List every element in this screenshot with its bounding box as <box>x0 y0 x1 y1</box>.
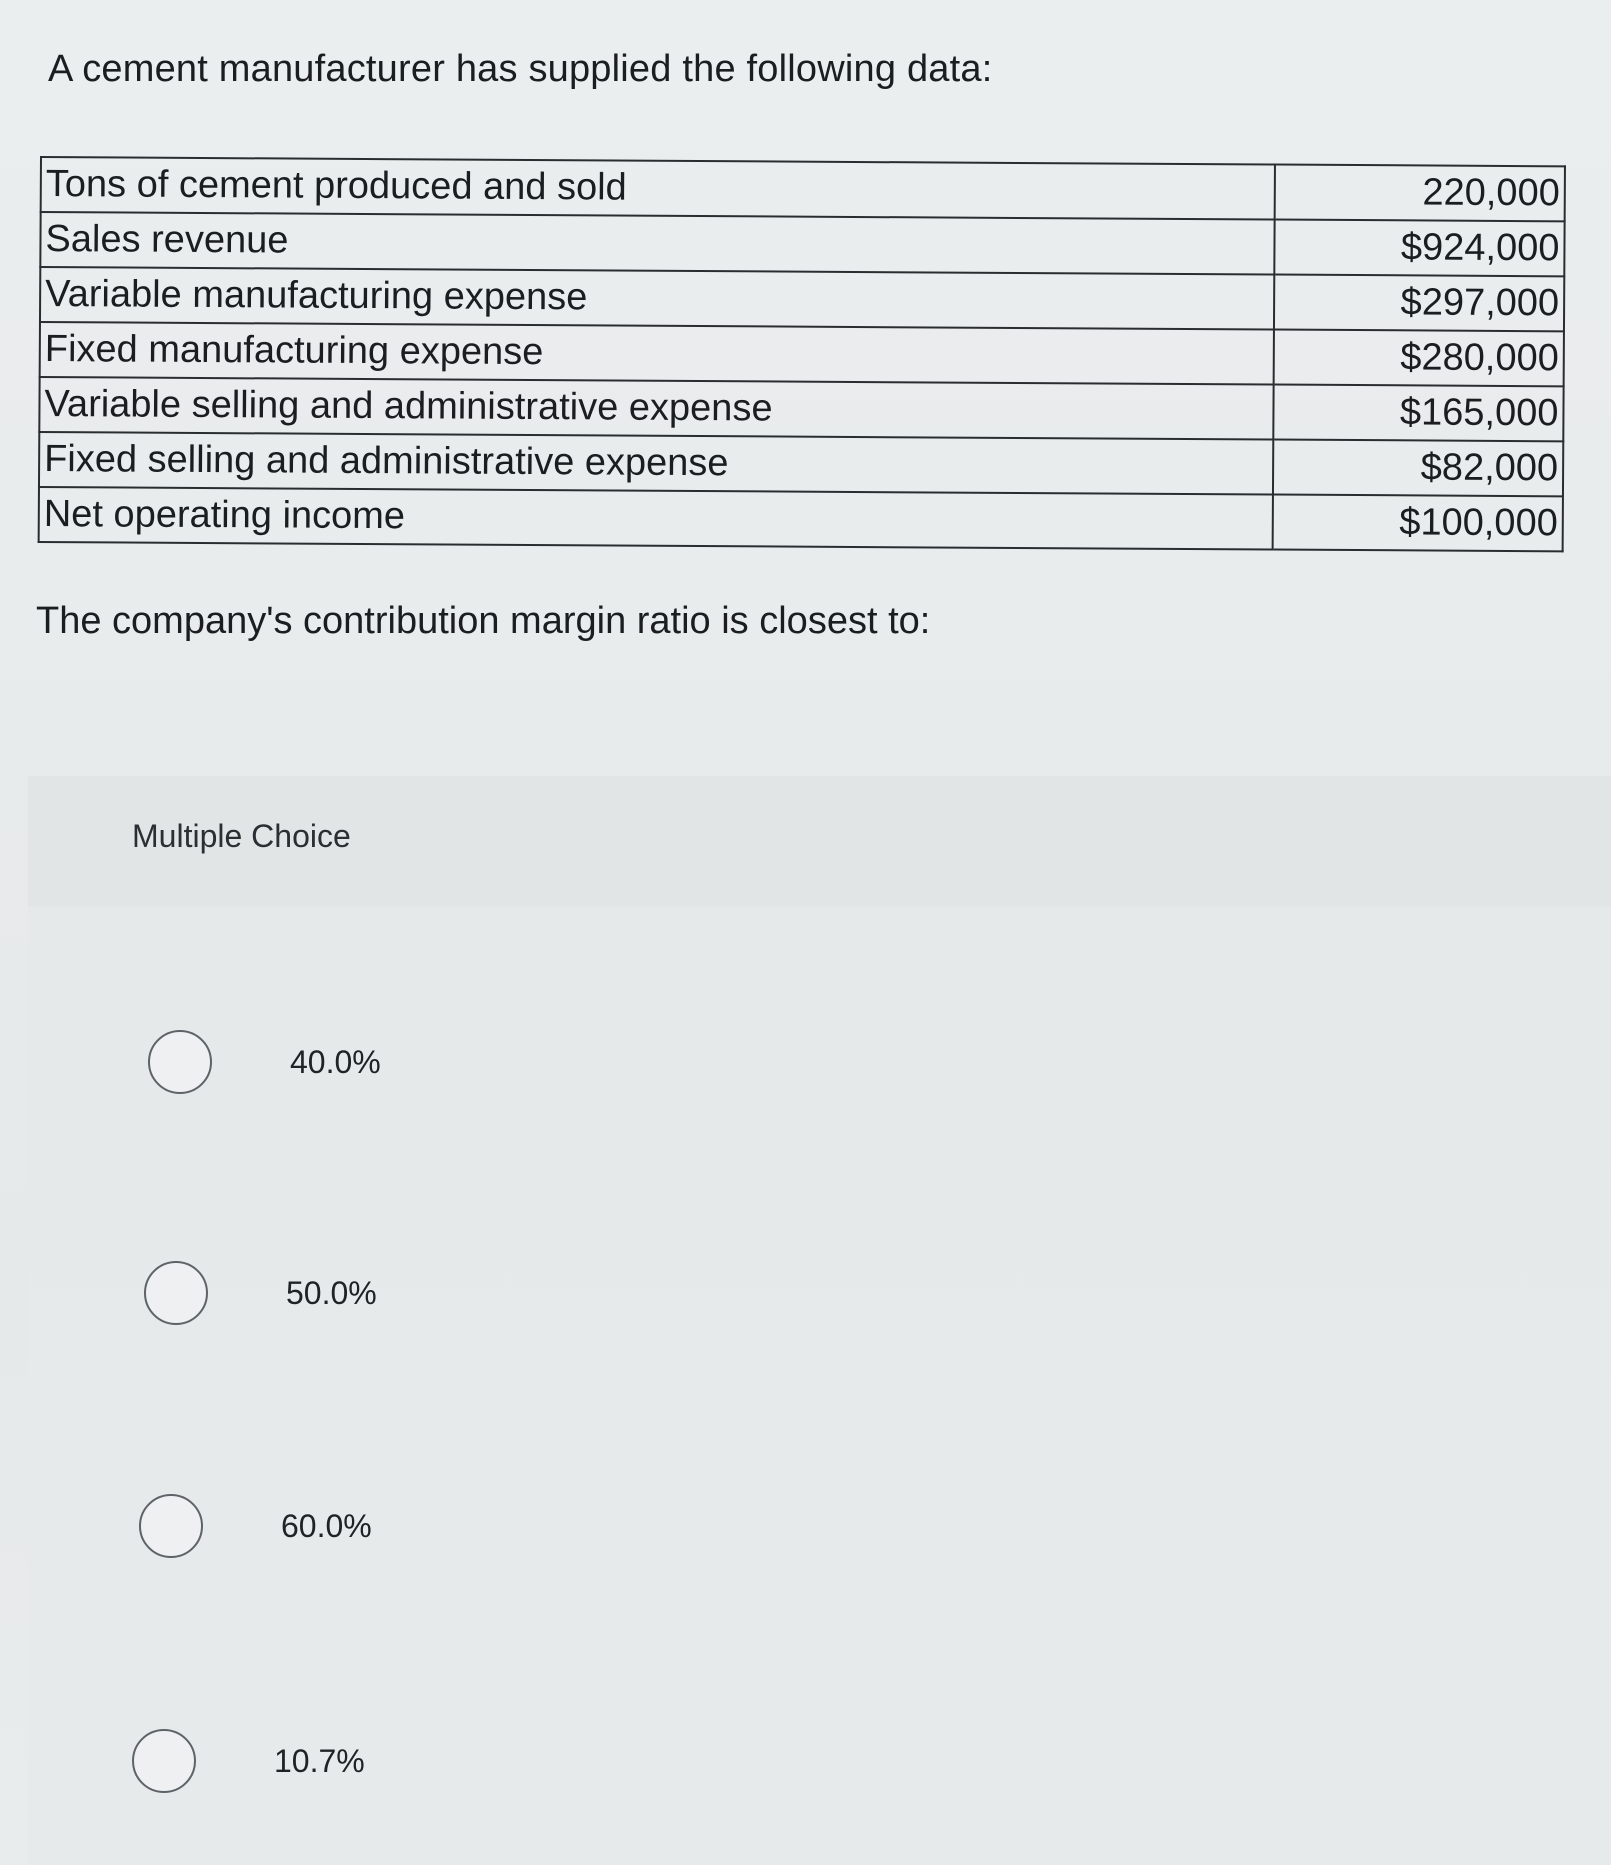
table-row <box>39 487 1563 551</box>
data-table <box>38 156 1566 552</box>
multiple-choice-title: Multiple Choice <box>132 818 351 854</box>
row-label: Net operating income <box>39 487 1273 550</box>
row-value: $280,000 <box>1274 330 1564 387</box>
row-label: Sales revenue <box>40 212 1274 275</box>
intro-text: A cement manufacturer has supplied the following data: <box>48 48 993 90</box>
row-label: Variable selling and administrative expense <box>39 377 1273 440</box>
choice-label: 10.7% <box>274 1742 365 1779</box>
radio-button[interactable] <box>148 1030 212 1094</box>
radio-button[interactable] <box>144 1261 208 1325</box>
table-row <box>40 267 1564 331</box>
choice-option-2[interactable] <box>144 1261 377 1325</box>
table-row <box>39 377 1563 441</box>
radio-button[interactable] <box>132 1729 196 1793</box>
row-label: Variable manufacturing expense <box>40 267 1274 330</box>
row-label: Fixed selling and administrative expense <box>39 432 1273 495</box>
row-value: $165,000 <box>1273 385 1563 442</box>
choice-option-1[interactable] <box>148 1030 381 1094</box>
table-row <box>39 432 1563 496</box>
choice-label: 60.0% <box>281 1507 372 1544</box>
row-value: 220,000 <box>1275 165 1565 222</box>
multiple-choice-panel <box>28 776 1611 1865</box>
choice-label: 40.0% <box>290 1043 381 1080</box>
row-value: $100,000 <box>1273 495 1563 552</box>
row-value: $297,000 <box>1274 275 1564 332</box>
row-label: Fixed manufacturing expense <box>40 322 1274 385</box>
row-label: Tons of cement produced and sold <box>41 157 1275 220</box>
table-row <box>40 322 1564 386</box>
table-row <box>41 157 1565 221</box>
choice-label: 50.0% <box>286 1274 377 1311</box>
choice-option-3[interactable] <box>139 1494 372 1558</box>
radio-button[interactable] <box>139 1494 203 1558</box>
row-value: $924,000 <box>1274 220 1564 277</box>
table-row <box>40 212 1564 276</box>
row-value: $82,000 <box>1273 440 1563 497</box>
choice-option-4[interactable] <box>132 1729 365 1793</box>
question-text: The company's contribution margin ratio is closest to: <box>36 600 931 642</box>
